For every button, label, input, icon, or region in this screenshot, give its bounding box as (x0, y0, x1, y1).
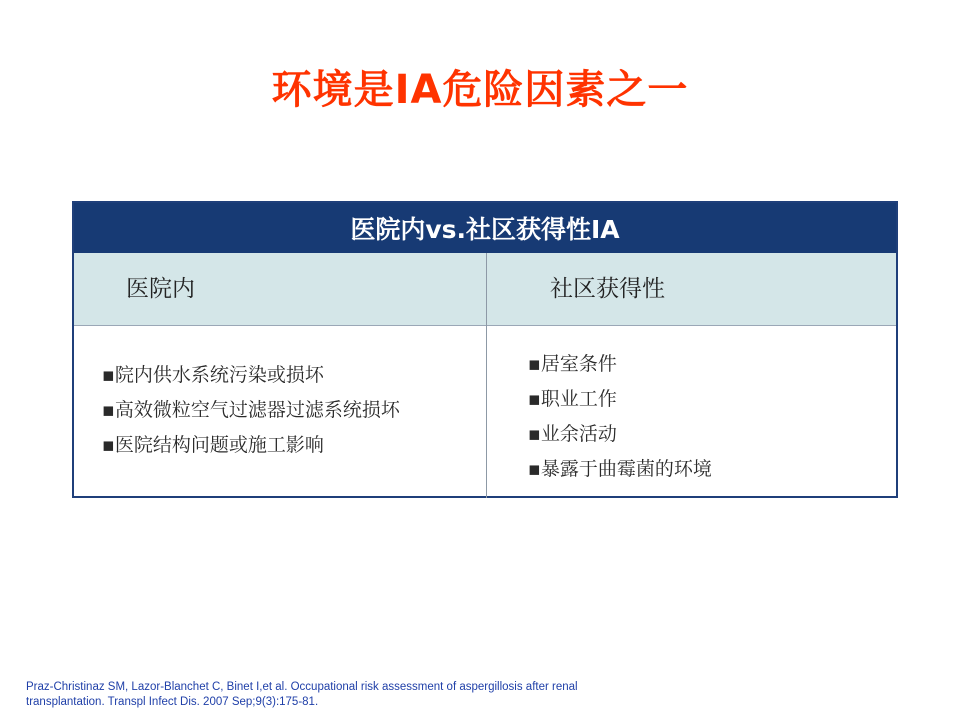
list-item: ▪居室条件 (528, 353, 617, 375)
list-item: ▪高效微粒空气过滤器过滤系统损坏 (102, 399, 400, 421)
list-item: ▪院内供水系统污染或损坏 (102, 364, 324, 386)
column-header-row (74, 253, 896, 326)
citation-line: Praz-Christinaz SM, Lazor-Blanchet C, Binet I,et al. Occupational risk assessment of aspergillosis after renal (26, 681, 578, 693)
slide-title: 环境是IA危险因素之一 (271, 67, 689, 113)
column-header-community: 社区获得性 (550, 276, 665, 302)
hospital-factor-list (102, 358, 400, 463)
community-factor-list (528, 347, 712, 487)
citation (26, 680, 726, 710)
citation-line: transplantation. Transpl Infect Dis. 2007 Sep;9(3):175-81. (26, 696, 319, 708)
table-header: 医院内vs.社区获得性IA (74, 203, 896, 253)
comparison-table (72, 201, 898, 498)
list-item: ▪暴露于曲霉菌的环境 (528, 458, 712, 480)
list-item: ▪业余活动 (528, 423, 617, 445)
list-item: ▪职业工作 (528, 388, 617, 410)
column-divider (486, 253, 487, 498)
list-item: ▪医院结构问题或施工影响 (102, 434, 324, 456)
column-header-hospital: 医院内 (126, 276, 195, 302)
